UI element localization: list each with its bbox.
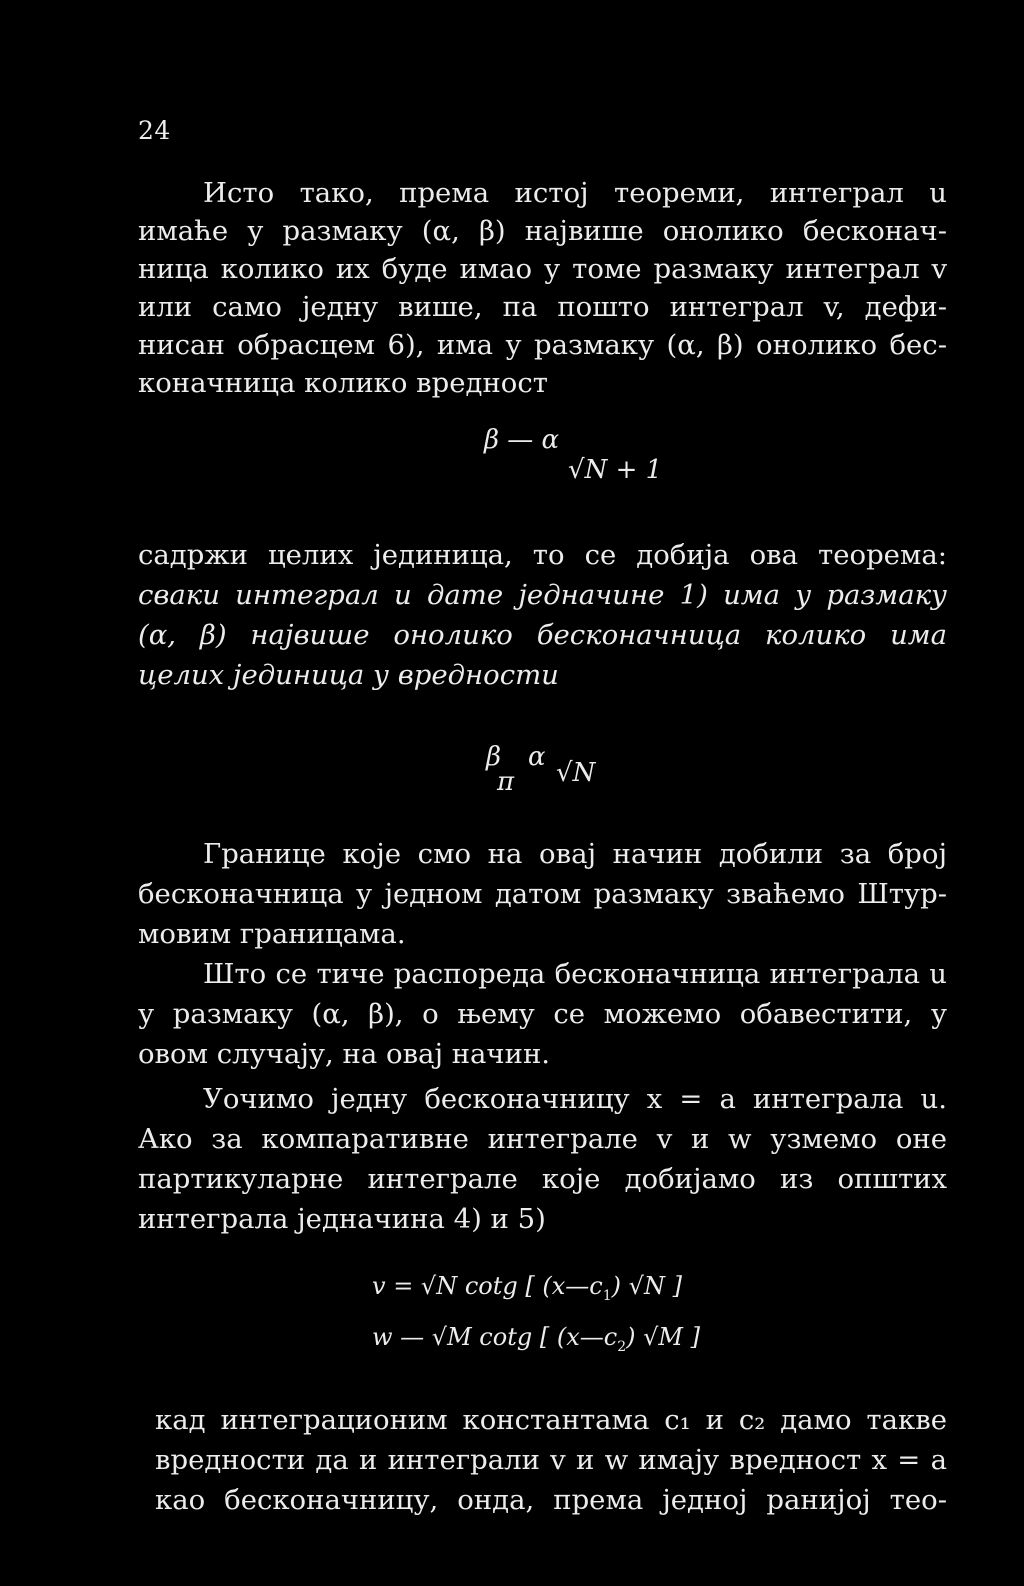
para4-line-2: у размаку (α, β), о њему се можемо обавестити, у [138, 998, 947, 1030]
theorem-line-3: целих јединица у вредности [138, 659, 559, 691]
equation-v-lhs: v = √N cotg [372, 1272, 518, 1300]
para3-line-1: Границе које смо на овај начин добили за број [203, 838, 947, 870]
equation-v-rest: ) √N ] [611, 1272, 682, 1300]
para1-line-3: ница колико их буде имао у томе размаку интеграл v [138, 253, 947, 285]
para5-line-1: Уочимо једну бесконачницу x = a интеграла u. [203, 1083, 947, 1115]
formula1-radical: √N + 1 [568, 455, 663, 485]
para5-line-3: партикуларне интеграле које добијамо из општих [138, 1163, 947, 1195]
para2-line-1: садржи целих јединица, то се добија ова теорема: [138, 539, 947, 571]
para3-line-2: бесконачница у једном датом размаку зваћемо Штур- [138, 878, 947, 910]
para1-line-1: Исто тако, према истој теореми, интеграл u [203, 177, 947, 209]
formula2-beta: β [486, 742, 502, 772]
equation-v-subscript: 1 [602, 1288, 612, 1304]
para5-line-4: интеграла једначина 4) и 5) [138, 1203, 546, 1235]
para4-line-3: овом случају, на овај начин. [138, 1038, 551, 1070]
para1-line-4: или само једну више, па пошто интеграл v, дефи- [138, 291, 947, 323]
para6-line-2: вредности да и интеграли v и w имају вредност x = a [155, 1444, 947, 1476]
page-number: 24 [138, 116, 171, 145]
equation-w-subscript: 2 [617, 1339, 627, 1355]
para6-line-1: кад интеграционим константама c₁ и c₂ дамо такве [155, 1404, 947, 1436]
theorem-line-2: (α, β) највише онолико бесконачница колико има [138, 619, 947, 651]
para5-line-2: Ако за компаративне интеграле v и w узмемо оне [138, 1123, 947, 1155]
equation-w [372, 1323, 700, 1355]
theorem-line-1: сваки интеграл u дате једначине 1) има у размаку [138, 579, 947, 611]
para4-line-1: Што се тиче распореда бесконачница интеграла u [203, 958, 947, 990]
equation-w-lhs: w — √M cotg [372, 1323, 533, 1351]
formula2-radical: √N [556, 758, 596, 788]
formula1-numerator: β — α [484, 425, 560, 455]
para1-line-5: нисан обрасцем 6), има у размаку (α, β) онолико бес- [138, 329, 947, 361]
equation-v-bracket: [ (x—c [525, 1272, 603, 1300]
equation-w-rest: ) √M ] [626, 1323, 700, 1351]
para3-line-3: мовим границама. [138, 918, 406, 950]
para1-line-6: коначница колико вредност [138, 367, 548, 399]
formula2-alpha: α [528, 742, 546, 772]
para1-line-2: имаће у размаку (α, β) највише онолико бесконач- [138, 215, 947, 247]
equation-w-bracket: [ (x—c [539, 1323, 618, 1351]
para6-line-3: као бесконачницу, онда, према једној ранијој тео- [155, 1484, 947, 1516]
equation-v [372, 1272, 682, 1304]
formula2-pi: π [497, 767, 515, 797]
